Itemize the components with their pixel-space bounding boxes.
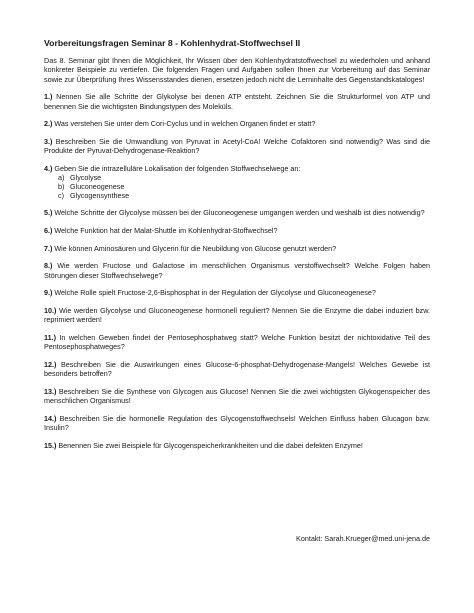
question-number: 15.) (44, 440, 57, 450)
question-11 (44, 333, 430, 352)
question-6 (44, 226, 430, 235)
question-text: Welche Rolle spielt Fructose-2,6-Bisphosphat in der Regulation der Glycolyse und Gluconeogenese? (54, 288, 376, 298)
question-number: 5.) (44, 208, 53, 218)
question-number: 2.) (44, 119, 53, 129)
question-text: Beschreiben Sie die Auswirkungen eines Glucose-6-phosphat-Dehydrogenase-Mangels! Welches Gewebe ist besonders betroffen? (44, 359, 431, 379)
question-7 (44, 244, 430, 253)
list-item (58, 182, 430, 191)
question-12 (44, 360, 430, 379)
question-number: 4.) (44, 163, 53, 173)
question-4 (44, 164, 430, 200)
question-text: Wie können Aminosäuren und Glycerin für die Neubildung von Glucose genutzt werden? (54, 243, 337, 253)
question-1 (44, 92, 430, 111)
question-text: Nennen Sie alle Schritte der Glykolyse bei denen ATP entsteht. Zeichnen Sie die Strukturformel von ATP und benennen Sie die wichtigsten Bindungstypen des Moleküls. (44, 92, 430, 111)
list-item-text: Glycogensynthese (70, 191, 130, 201)
question-text: In welchen Geweben findet der Pentosephosphatweg statt? Welche Funktion besitzt der nichtoxidative Teil des Pentosephosphatweges? (44, 332, 430, 352)
question-number: 3.) (44, 136, 53, 146)
question-number: 12.) (44, 359, 57, 369)
question-text: Welche Schritte der Glycolyse müssen bei der Gluconeogenese umgangen werden und weshalb ist dies notwendig? (54, 208, 425, 218)
contact-line: Kontakt: Sarah.Krueger@med.uni-jena.de (296, 534, 430, 543)
question-text: Benennen Sie zwei Beispiele für Glycogenspeicherkrankheiten und die dabei defekten Enzyme! (58, 440, 363, 450)
sub-list (44, 173, 430, 200)
question-9 (44, 288, 430, 297)
list-item-text: Glycolyse (70, 173, 102, 183)
question-number: 6.) (44, 226, 53, 235)
question-number: 9.) (44, 288, 53, 298)
list-item (58, 173, 430, 182)
question-text: Wie werden Fructose und Galactose im menschlichen Organismus verstoffwechselt? Welche Folgen haben Störungen dieser Stoffwechselwege? (44, 261, 430, 280)
document-title: Vorbereitungsfragen Seminar 8 - Kohlenhydrat-Stoffwechsel II (44, 38, 301, 48)
question-number: 13.) (44, 386, 57, 396)
question-8 (44, 261, 430, 280)
question-15 (44, 441, 430, 450)
list-item-label: b) (58, 182, 65, 192)
question-text: Was verstehen Sie unter dem Cori-Cyclus und in welchen Organen findet er statt? (54, 119, 316, 129)
question-text: Beschreiben Sie die hormonelle Regulation des Glycogenstoffwechsels! Welchen Einfluss haben Glucagon bzw. Insulin? (44, 413, 430, 433)
question-text: Geben Sie die intrazelluläre Lokalisation der folgenden Stoffwechselwege an: (54, 163, 301, 173)
question-text: Welche Funktion hat der Malat-Shuttle im Kohlenhydrat-Stoffwechsel? (54, 226, 278, 235)
question-14 (44, 414, 430, 433)
list-item-label: a) (58, 173, 65, 183)
question-5 (44, 208, 430, 217)
question-number: 8.) (44, 261, 53, 271)
question-number: 1.) (44, 92, 53, 102)
question-13 (44, 387, 430, 406)
list-item-text: Gluconeogenese (70, 182, 125, 192)
question-3 (44, 137, 430, 156)
question-text: Wie werden Glycolyse und Gluconeogenese hormonell reguliert? Nennen Sie die Enzyme die dabei induziert bzw. reprimiert werden! (44, 305, 430, 325)
question-10 (44, 306, 430, 325)
question-number: 7.) (44, 243, 53, 253)
list-item-label: c) (58, 191, 64, 201)
question-number: 14.) (44, 413, 57, 423)
list-item (58, 191, 430, 200)
question-number: 10.) (44, 305, 57, 315)
question-text: Beschreiben Sie die Umwandlung von Pyruvat in Acetyl-CoA! Welche Cofaktoren sind notwendig? Was sind die Produkte der Pyruvat-Dehydrogenase-Reaktion? (44, 136, 430, 156)
question-number: 11.) (44, 332, 56, 342)
question-text: Beschreiben Sie die Synthese von Glycogen aus Glucose! Nennen Sie die zwei wichtigsten Glykogenspeicher des menschlichen Organismus! (44, 386, 430, 406)
question-2 (44, 119, 430, 128)
intro-paragraph: Das 8. Seminar gibt Ihnen die Möglichkeit, Ihr Wissen über den Kohlenhydratstoffwechsel zu wiederholen und anhand konkreter Beispiele zu vertiefen. Die folgenden Fragen und Aufgaben sollen Ihnen zur Vorbereitung auf das Seminar sowie zur Überprüfung Ihres Wissensstandes dienen, ersetzen jedoch nicht die Lerninhalte des Gegenstandskataloges! (44, 56, 430, 84)
